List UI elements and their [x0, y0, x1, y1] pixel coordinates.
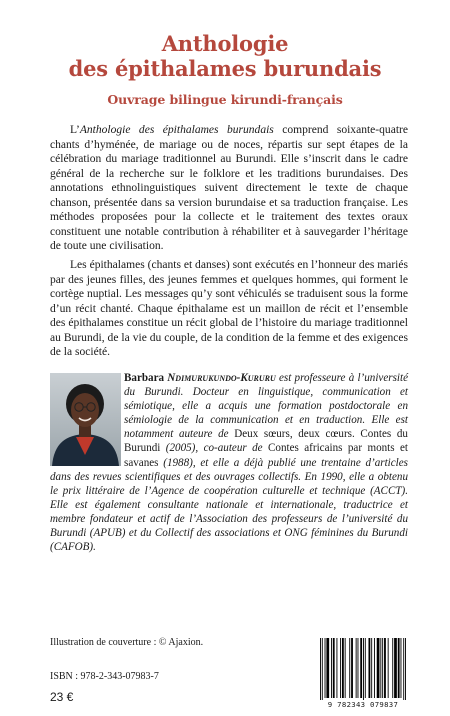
barcode-bar [340, 638, 341, 698]
author-last-name: Ndimurukundo-Kururu [167, 372, 276, 384]
p1-text: comprend soixante-quatre chants d’hyménée, de mariage ou de noces, répartis sur sept étapes de la célébration du mariage traditionnel au Burundi. Elle s’inscrit dans le cadre général de la recherche sur le folklore et les traditions burundaises. Des annotations ethnolinguistiques suivent directement le texte de chaque chanson, présentée dans sa version burundaise et sa traduction française. Les méthodes proposées pour la collecte et le traitement des textes oraux constituent une notable contribution à réhabiliter et à sauvegarder l’héritage de toute une civilisation. [50, 124, 409, 252]
bio-book-2: Contes africains par monts et savanes [124, 442, 408, 469]
barcode-bar [368, 638, 370, 698]
barcode-bar [320, 638, 321, 702]
barcode-bar [380, 638, 381, 698]
barcode-bar [351, 638, 353, 698]
p1-prefix: L’ [70, 124, 80, 136]
barcode-bar [349, 638, 350, 698]
p1-book-title: Anthologie des épithalames burundais [79, 124, 274, 136]
barcode-bar [377, 638, 380, 698]
barcode-bars [318, 638, 408, 702]
barcode-bar [333, 638, 335, 698]
barcode-bar [331, 638, 332, 698]
barcode-bar [392, 638, 393, 698]
barcode-bar [394, 638, 397, 698]
barcode-bar [405, 638, 406, 702]
summary-paragraph-1 [50, 123, 408, 254]
barcode-bar [322, 638, 323, 702]
barcode-bar [371, 638, 372, 698]
barcode-bar [401, 638, 402, 698]
barcode-bar [382, 638, 383, 698]
barcode-bar [358, 638, 359, 698]
bio-part-2: (2005), co-auteur de [160, 442, 269, 455]
illustration-credit: Illustration de couverture : © Ajaxion. [50, 637, 204, 648]
book-subtitle: Ouvrage bilingue kirundi-français [107, 92, 343, 107]
barcode-bar [360, 638, 362, 698]
isbn: ISBN : 978-2-343-07983-7 [50, 671, 159, 682]
barcode-bar [326, 638, 329, 698]
barcode-bar [325, 638, 326, 698]
barcode-bar [374, 638, 375, 698]
author-first-name: Barbara [124, 372, 165, 384]
bio-book-1: Deux sœurs, deux cœurs. Contes du Burundi [124, 428, 408, 455]
barcode-bar [384, 638, 386, 698]
barcode-bar [365, 638, 366, 698]
barcode-bar [336, 638, 337, 698]
barcode-bar [345, 638, 346, 698]
barcode-digits: 9 782343 079837 [318, 700, 408, 709]
title-line-2: des épithalames burundais [68, 56, 382, 81]
barcode-bar [356, 638, 357, 698]
title-line-1: Anthologie [161, 31, 289, 56]
bio-part-3: (1988), et elle a déjà publié une trentaine d’articles dans des revues scientifiques et des ouvrages collectifs. En 1990, elle a obtenu le prix littéraire de l’Agence de coopération culturelle et technique (ACCT). Elle est également consultante nationale et internationale, traductrice et membre fondateur et actif de l’Association des professeurs de l’université du Burundi (APUB) et du Collectif des associations et ONG féminines du Burundi (CAFOB). [50, 456, 408, 554]
barcode-bar [403, 638, 404, 702]
barcode-bar [363, 638, 364, 702]
barcode-bar [388, 638, 389, 698]
book-title [0, 31, 450, 81]
barcode-bar [398, 638, 400, 698]
summary-paragraph-2: Les épithalames (chants et danses) sont exécutés en l’honneur des mariés par des jeunes filles, des jeunes femmes et quelques hommes, qui forment le cortège nuptial. Les messages qu’y sont véhiculés se traduisent sous la forme d’un récit chanté. Chaque épithalame est un maillon de récit et l’ensemble des épithalames constitue un récit global de l’histoire du mariage traditionnel au Burundi, de la vie du couple, de la condition de la femme et des exigences de la société. [50, 259, 408, 358]
barcode-bar [342, 638, 344, 698]
price: 23 € [50, 690, 74, 704]
bio-part-1: est professeure à l’université du Burundi. Docteur en linguistique, communication et sémiotique, elle a acquis une formation postdoctorale en sémiologie de la communication et en traduction. Elle est notamment auteure de [124, 372, 408, 441]
author-bio [50, 371, 408, 554]
